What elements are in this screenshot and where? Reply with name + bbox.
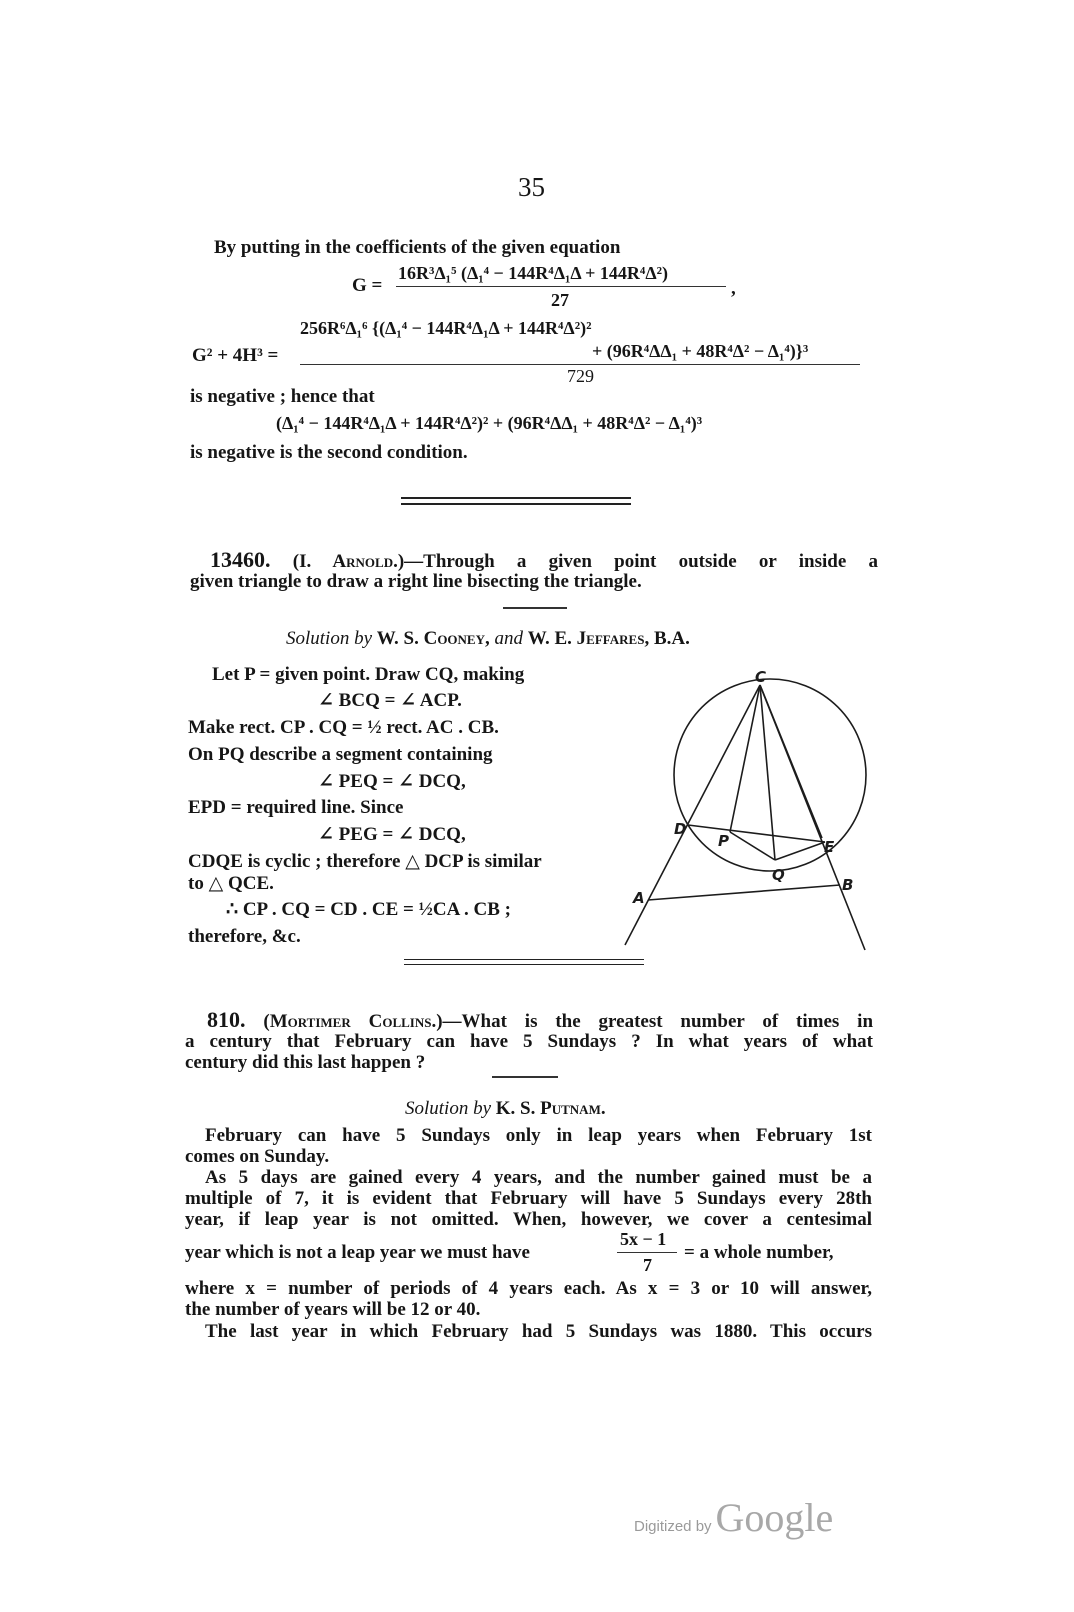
proof-line-9: to △ QCE. [188,873,274,894]
para2-line1: As 5 days are gained every 4 years, and the number gained must be a [205,1167,872,1188]
para3-line1: The last year in which February had 5 Sundays was 1880. This occurs [205,1321,872,1342]
proof-line-1: Let P = given point. Draw CQ, making [212,664,525,685]
line-d-e [688,825,825,842]
g-comma: , [731,278,736,299]
para2-line5: where x = number of periods of 4 years each. As x = 3 or 10 will answer, [185,1278,872,1299]
problem-number-13460: 13460. [210,547,271,572]
label-a: A [633,889,645,907]
separator-2-double-rule-bottom [404,964,644,965]
para1-line1: February can have 5 Sundays only in leap years when February 1st [205,1125,872,1146]
proof-line-5: ∠ PEQ = ∠ DCQ, [318,771,466,792]
fraction-numerator: 5x − 1 [620,1229,667,1249]
para2-line4-left: year which is not a leap year we must have [185,1242,530,1263]
proof-line-8: CDQE is cyclic ; therefore △ DCP is similar [188,851,542,872]
watermark-brand: Google [715,1495,834,1540]
label-b: B [842,876,854,894]
para2-line3: year, if leap year is not omitted. When, however, we cover a centesimal [185,1209,872,1230]
solver-putnam: K. S. Putnam. [495,1098,606,1119]
solution-prefix-810: Solution by [405,1098,492,1119]
geometry-figure [600,660,890,970]
label-p: P [718,832,729,850]
problem-13460-author: (I. Arnold.) [292,551,405,572]
line-c-a [625,685,760,945]
g2-denominator: 729 [567,366,594,386]
label-e: E [824,838,835,856]
solver-cooney: W. S. Cooney, [376,628,490,649]
solver-and: and [494,628,523,649]
g2-numerator-line2: + (96R⁴ΔΔ₁ + 48R⁴Δ² − Δ₁⁴)}³ [592,341,809,361]
line-q-e [775,842,825,860]
problem-13460-statement-line2: given triangle to draw a right line bisecting the triangle. [190,571,642,592]
solution-810-byline [405,1098,606,1120]
para2-line4-right: = a whole number, [684,1242,834,1263]
line-c-e-chord [760,685,822,838]
fraction-bar [617,1252,677,1253]
para1-line2: comes on Sunday. [185,1146,330,1167]
problem-810-statement-line1 [207,1009,873,1033]
g2-fraction-bar [300,364,860,365]
line-a-b [648,885,840,900]
proof-line-11: therefore, &c. [188,926,301,947]
label-c: C [755,668,767,686]
fraction-denominator: 7 [643,1255,652,1275]
proof-line-7: ∠ PEG = ∠ DCQ, [318,824,466,845]
g2-numerator-line1: 256R⁶Δ₁⁶ {(Δ₁⁴ − 144R⁴Δ₁Δ + 144R⁴Δ²)² [300,318,592,338]
separator-double-rule-bottom [401,503,631,505]
line-c-p [730,685,760,832]
proof-line-6: EPD = required line. Since [188,797,404,818]
problem-13460-statement-line1 [210,549,878,573]
watermark-prefix: Digitized by [634,1518,712,1535]
para2-line6: the number of years will be 12 or 40. [185,1299,481,1320]
g-label: G = [352,275,383,296]
problem-810-statement-text: —What is the greatest number of times in [442,1011,874,1032]
short-rule [503,607,567,609]
problem-810-statement-line3: century did this last happen ? [185,1052,426,1073]
negative-line: is negative ; hence that [190,386,375,407]
problem-810-author: (Mortimer Collins.) [263,1011,443,1032]
condition-line: is negative is the second condition. [190,442,468,463]
problem-810-statement-line2: a century that February can have 5 Sundays ? In what years of what [185,1031,873,1052]
g-numerator: 16R³Δ₁⁵ (Δ₁⁴ − 144R⁴Δ₁Δ + 144R⁴Δ²) [398,263,668,283]
problem-13460-statement-text: —Through a given point outside or inside a [404,551,879,572]
proof-line-3: Make rect. CP . CQ = ½ rect. AC . CB. [188,717,499,738]
g-denominator: 27 [551,290,569,310]
solution-13460-byline [286,628,690,650]
g2-label: G² + 4H³ = [192,345,279,366]
separator-2-double-rule-top [404,959,644,960]
intro-line: By putting in the coefficients of the given equation [214,237,621,258]
proof-line-4: On PQ describe a segment containing [188,744,493,765]
short-rule-2 [492,1076,558,1078]
proof-line-10: ∴ CP . CQ = CD . CE = ½CA . CB ; [226,899,511,920]
negative-expression: (Δ₁⁴ − 144R⁴Δ₁Δ + 144R⁴Δ²)² + (96R⁴ΔΔ₁ + 48R⁴Δ² − Δ₁⁴)³ [276,413,703,433]
solver-jeffares: W. E. Jeffares, B.A. [527,628,690,649]
separator-double-rule-top [401,497,631,499]
page-number: 35 [518,172,545,202]
line-p-q [730,832,775,860]
solution-prefix: Solution by [286,628,373,649]
proof-line-2: ∠ BCQ = ∠ ACP. [318,690,462,711]
label-d: D [674,820,687,838]
digitized-by-watermark [634,1494,833,1541]
label-q: Q [772,866,785,884]
problem-number-810: 810. [207,1007,246,1032]
para2-line2: multiple of 7, it is evident that February will have 5 Sundays every 28th [185,1188,872,1209]
g-fraction-bar [396,286,726,287]
